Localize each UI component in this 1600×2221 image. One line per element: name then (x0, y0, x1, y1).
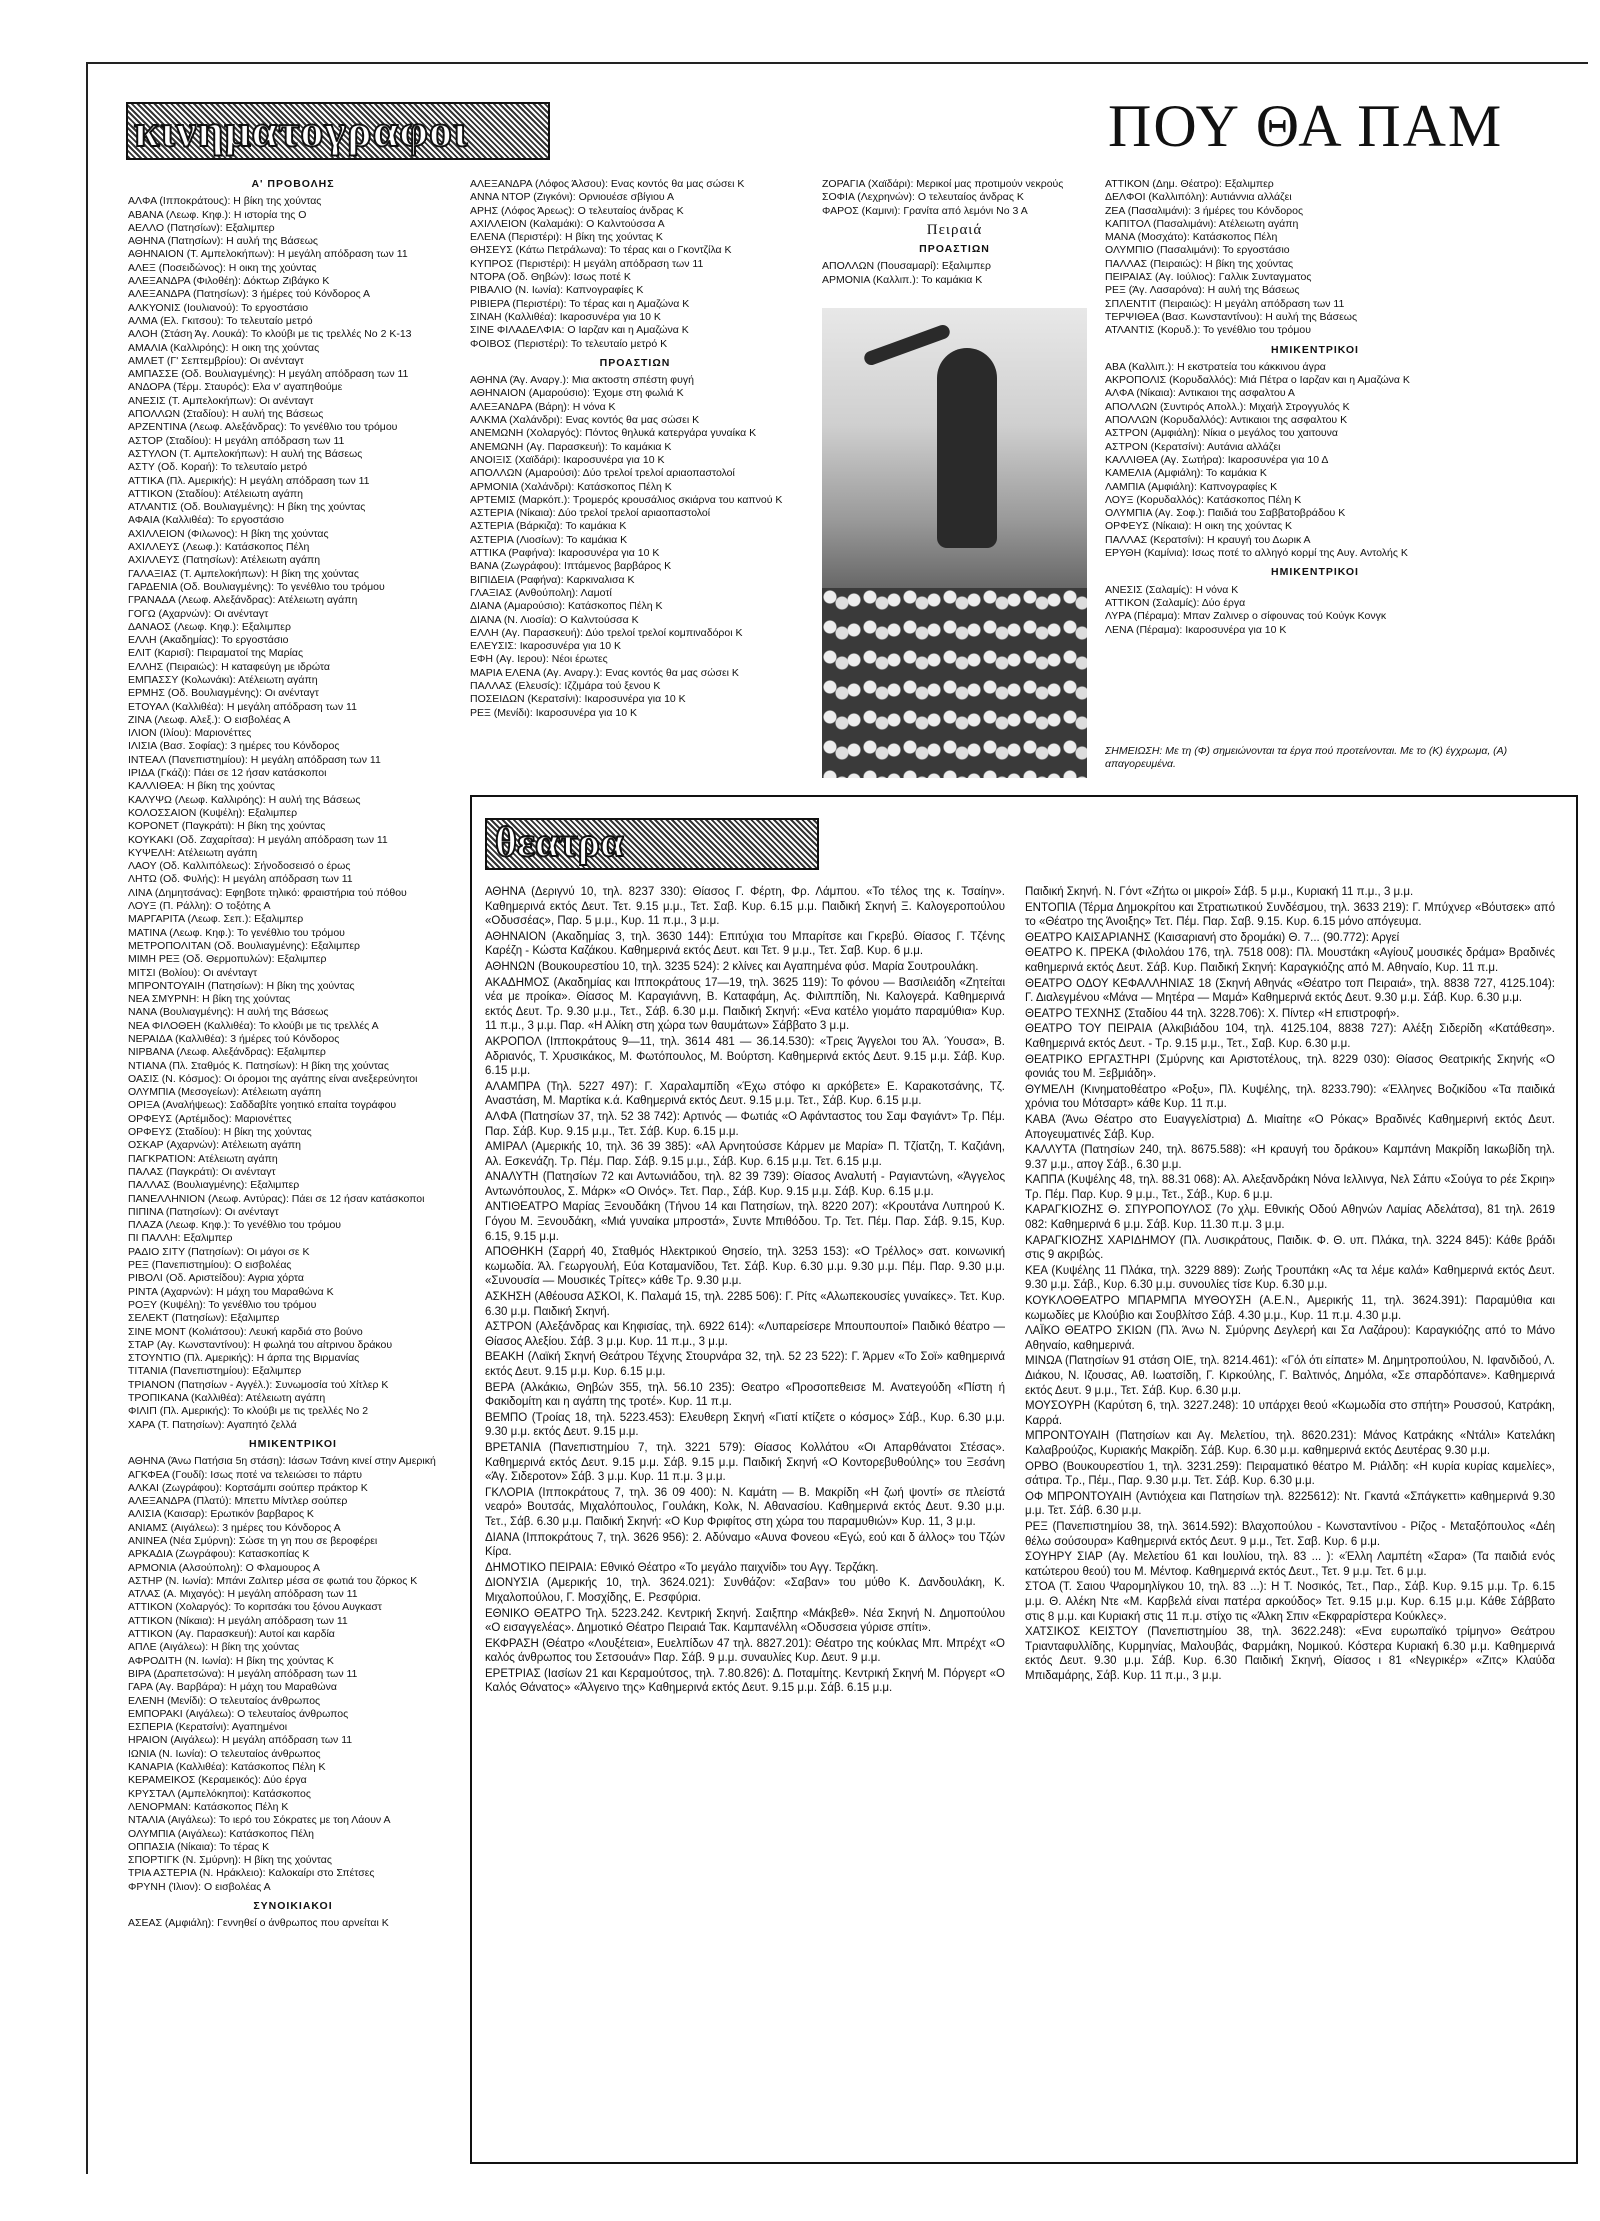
listing-entry: ΑΘΗΝΑ (Άνω Πατήσια 5η στάση): Ιάσων Τσάνη κινεί στην Αμερική (128, 1455, 436, 1468)
listing-entry: ΠΑΛΛΑΣ (Ελευσίς): Ιζζιμάρα τού ξενου Κ (470, 679, 661, 692)
listing-entry: ΑΡΗΣ (Λόφος Άρεως): Ο τελευταίος άνδρας Κ (470, 204, 684, 217)
listing-entry: ΘΗΣΕΥΣ (Κάτω Πετράλωνα): Το τέρας και ο Γκοντζίλα Κ (470, 244, 732, 257)
listing-entry: ΕΘΝΙΚΟ ΘΕΑΤΡΟ Τηλ. 5223.242. Κεντρική Σκηνή. Σαιξπηρ «Μάκβεθ». Νέα Σκηνή Ν. Δημοπούλου «Ο εισαγγελέας». Δημοτικό Θέατρο Πειραιά Τακ. Καμπανέλλη «Οδυσσεια γύρισε σπίτι». (485, 1607, 1005, 1635)
section-heading: ΠΡΟΑΣΤΙΩΝ (599, 356, 671, 369)
listing-entry: ΚΥΨΕΛΗ: Ατέλειωτη αγάπη (128, 846, 258, 859)
listing-entry: ΑΘΗΝΩΝ (Βουκουρεστίου 10, τηλ. 3235 524): 2 κλίνες και Αγαπημένα φύσ. Μαρία Σουτρουλάκη. (485, 960, 979, 973)
listing-entry: ΣΤΟΑ (Τ. Σαιου Ψαρομηλίγκου 10, τηλ. 83 ...): Η Τ. Νοσικός, Τετ., Παρ., Σάβ. Κυρ. 9.15 μ.μ. Τρ. 6.15 μ.μ. Θ. Αλέκη Ντε «Μ. Καρβελά είναι πατέρα αρκούδος» Τετ. 9.15 μ.μ. Κυρ. 6.15 μ.μ. Κάθε Σάββατο στις 8 μ.μ. και Κυριακή στις 11 π.μ. στίχο τις «Άλκη Σπιν «Εκφραρίστερα Κούκλες». (1025, 1581, 1555, 1623)
listing-entry: ΟΛΥΜΠΙΑ (Αγ. Σοφ.): Παιδιά του Σαββατοβράδου Κ (1105, 507, 1346, 520)
listing-entry: ΕΛΛΗ (Αγ. Παρασκευή): Δύο τρελοί τρελοί κομπιναδόροι Κ (470, 626, 743, 639)
listing-entry: ΑΛΦΑ (Πατησίων 37, τηλ. 52 38 742): Αρτινός — Φωτιάς «Ο Αφάνταστος του Σαμ Φαγιάντ» Τρ. Πέμ. Παρ. Σάβ. Κυρ. 9.15 μ.μ., Τετ. Σάβ. Κυρ. 6.15 μ.μ. (485, 1110, 1005, 1138)
listing-entry: ΓΛΑΞΙΑΣ (Ανθούπολη): Λαμοτί (470, 586, 612, 599)
cinema-column-2 (470, 178, 800, 778)
theatre-column-1 (485, 885, 1005, 2150)
cinema-list (128, 1917, 458, 1930)
listing-entry: ΤΡΙΑ ΑΣΤΕΡΙΑ (Ν. Ηράκλειο): Καλοκαίρι στο Σπέτσες (128, 1867, 375, 1880)
listing-entry: ΑΧΙΛΛΕΙΟΝ (Φιλωνος): Η βίκη της χούντας (128, 527, 329, 540)
listing-entry: ΤΡΙΑΝΟΝ (Πατησίων - Αγγέλ.): Συνωμοσία τού Χίτλερ Κ (128, 1378, 389, 1391)
cinema-column-4 (1105, 178, 1525, 743)
theatre-banner (485, 818, 819, 870)
listing-entry: ΑΤΛΑΝΤΙΣ (Κορυδ.): Το γενέθλιο του τρόμου (1105, 324, 1311, 337)
listing-entry: ΑΣΤΥ (Οδ. Κοραή): Το τελευταίο μετρό (128, 461, 308, 474)
listing-entry: ΑΦΑΙΑ (Καλλιθέα): Το εργοστάσιο (128, 514, 285, 527)
listing-entry: ΕΜΠΑΣΣΥ (Κολωνάκι): Ατέλειωτη αγάπη (128, 673, 318, 686)
listing-entry: ΟΡΒΟ (Βουκουρεστίου 1, τηλ. 3231.259): Πειραματικό θέατρο Μ. Ριάλδη: «Η κυρία κυρίας καμελίες», σάτιρα. Τρ., Πέμ., Παρ. 9.30 μ.μ. Τετ. Σάβ. Κυρ. 6.30 μ.μ. (1025, 1460, 1555, 1488)
listing-entry: ΑΤΛΑΝΤΙΣ (Οδ. Βουλιαγμένης): Η βίκη της χούντας (128, 501, 366, 514)
listing-entry: ΙΡΙΔΑ (Γκάζι): Πάει σε 12 ήσαν κατάσκοποι (128, 767, 327, 780)
listing-entry: ΝΤΟΡΑ (Οδ. Θηβών): Ισως ποτέ Κ (470, 271, 631, 284)
listing-entry: ΜΠΡΟΝΤΟΥΑΙΗ (Πατησίων): Η βίκη της χούντας (128, 979, 355, 992)
listing-entry: ΤΙΤΑΝΙΑ (Πανεπιστημίου): Εξαλιμπερ (128, 1365, 302, 1378)
listing-entry: ΣΠΛΕΝΤΙΤ (Πειραιώς): Η μεγάλη απόδραση των 11 (1105, 297, 1345, 310)
listing-entry: ΒΕΜΠΟ (Τροίας 18, τηλ. 5223.453): Ελευθερη Σκηνή «Γιατί κτίζετε ο κόσμος» Σάβ., Κυρ. 6.30 μ.μ. 9.30 μ.μ. εκτός Δευτ. 9.15 μ.μ. (485, 1411, 1005, 1439)
listing-entry: ΟΡΦΕΥΣ (Αρτέμιδος): Μαριονέττες (128, 1112, 292, 1125)
listing-entry: ΝΕΡΑΙΔΑ (Καλλιθέα): 3 ήμέρες τού Κόνδορος (128, 1033, 340, 1045)
cinema-list (1105, 584, 1525, 637)
theatre-list (1025, 885, 1555, 1683)
listing-entry: ΑΛΕΞΑΝΔΡΑ (Φιλοθέη): Δόκτωρ Ζιβάγκο Κ (128, 275, 330, 288)
listing-entry: ΡΕΞ (Πανεπιστημίου 38, τηλ. 3614.592): Βλαχοπούλου - Κωνσταντίνου - Ρίζος - Μεταξόπουλος «Δέη θέλω σούσουρα» Καθημερινά εκτός Δευτ. 9 μ.μ., Τετ. Σαβ. Κυρ. 6 μ.μ. (1025, 1520, 1555, 1548)
listing-entry: ΚΑΠΠΑ (Κυψέλης 48, τηλ. 88.31 068): Αλ. Αλεξανδράκη Νόνα Ιελλινγα, Νελ Σάπυ «Σούγα το ρέε Σκριη» Τρ. Πέμ. Παρ. Κυρ. 9 μ.μ., Τετ., Σάβ., Κυρ. 6 μ.μ. (1025, 1174, 1555, 1201)
listing-entry: ΔΕΛΦΟΙ (Καλλιπόλη): Αυτιάννια αλλάζει (1105, 191, 1292, 204)
listing-entry: ΠΙΠΙΝΑ (Πατησίων): Οι ανένταγτ (128, 1205, 279, 1218)
section-heading: ΠΡΟΑΣΤΙΩΝ (919, 243, 990, 256)
listing-entry: ΚΟΡΟΝΕΤ (Παγκράτι): Η βίκη της χούντας (128, 820, 326, 833)
listing-entry: ΕΚΦΡΑΣΗ (Θέατρο «Λουξέτεια», Ευελπίδων 47 τηλ. 8827.201): Θέατρο της κούκλας Μπ. Μπρέχτ «Ο καλός άνθρωπος του Σετσουάν» Παρ. Σάβ. 9 μ.μ. συναυλίες Κυρ. Δευτ. 9 μ.μ. (485, 1637, 1005, 1665)
listing-entry: ΑΣΤΡΟΝ (Αμφιάλη): Νίκια ο μεγάλος του χαιτουνα (1105, 427, 1338, 440)
listing-entry: ΚΑΛΛΙΘΕΑ (Αγ. Σωτήρα): Ικαροσυνέρα για 10 Δ (1105, 453, 1329, 466)
listing-entry: ΑΣΚΗΣΗ (Αθέουσα ΑΣΚΟΙ, Κ. Παλαμά 15, τηλ. 2285 506): Γ. Ρίτς «Αλωπεκουσίες γυναίκες». Τετ. Κυρ. 6.30 μ.μ. Παιδική Σκηνή. (485, 1291, 1005, 1318)
listing-entry: ΑΧΙΛΛΕΙΟΝ (Καλαμάκι): Ο Καλντούσσα Α (470, 217, 665, 230)
listing-entry: ΚΟΥΚΑΚΙ (Οδ. Ζαχαρίτσα): Η μεγάλη απόδραση των 11 (128, 833, 388, 846)
cinema-list (1105, 178, 1525, 338)
listing-entry: ΑΤΤΙΚΑ (Πλ. Αμερικής): Η μεγάλη απόδραση των 11 (128, 474, 370, 487)
listing-entry: ΣΙΝΕ ΜΟΝΤ (Κολιάτσου): Λευκή καρδιά στο βούνο (128, 1325, 363, 1338)
listing-entry: ΕΝΤΟΠΙΑ (Τέρμα Δημοκρίτου και Στρατιωτικού Συνδέσμου, τηλ. 3633 219): Γ. Μπύχνερ «Βόυτσεκ» από το «Θέατρο της Άνοιξης» Τετ. Πέμ. Παρ. Σαβ. 9.15. Κυρ. 6.15 μόνο απόγευμα. (1025, 901, 1555, 929)
listing-entry: ΑΘΗΝΑΙΟΝ (Τ. Αμπελοκήπων): Η μεγάλη απόδραση των 11 (128, 248, 408, 261)
section-heading: ΗΜΙΚΕΝΤΡΙΚΟΙ (1271, 566, 1359, 579)
listing-entry: ΝΤΑΛΙΑ (Αιγάλεω): Το ιερό του Σόκρατες με τοη Λάουν Α (128, 1814, 391, 1827)
listing-entry: ΡΕΞ (Πανεπιστημίου): Ο εισβολέας (128, 1259, 292, 1272)
listing-entry: ΑΛΜΑ (Ελ. Γκιτσου): Το τελευταίο μετρό (128, 314, 313, 327)
listing-entry: ΔΙΑΝΑ (Ν. Λιοσία): Ο Καλντούσσα Κ (470, 613, 639, 626)
listing-entry: ΤΕΡΨΙΘΕΑ (Βασ. Κωνσταντίνου): Η αυλή της Βάσεως (1105, 310, 1358, 323)
listing-entry: ΟΡΙΞΑ (Αναλήψεως): Σαδδαβίτε γοητικό επαίτα τογράφου (128, 1099, 397, 1112)
listing-entry: ΡΕΞ (Άγ. Λασαρόνα): Η αυλή της Βάσεως (1105, 284, 1300, 297)
section-heading: ΗΜΙΚΕΝΤΡΙΚΟΙ (1271, 343, 1359, 356)
listing-entry: ΚΡΥΣΤΑΛ (Αμπελόκηποι): Κατάσκοπος (128, 1787, 311, 1800)
listing-entry: ΚΑΠΙΤΟΛ (Πασαλιμάνι): Ατέλειωτη αγάπη (1105, 217, 1299, 230)
listing-entry: ΑΛΑΜΠΡΑ (Τηλ. 5227 497): Γ. Χαραλαμπίδη «Έχω στόφο κι αρκόβετε» Ε. Καρακοτσάνης, Τζ. Αναστάση, Μ. Μαρτίκα κ.ά. Καθημερινά εκτός Δευτ. 9.15 μ.μ. Τετ., Σάβ. Κυρ. 6.15 μ.μ. (485, 1080, 1005, 1108)
listing-entry: ΕΦΗ (Αγ. Ιερου): Νέοι έρωτες (470, 653, 608, 666)
listing-entry: ΑΘΗΝΑΙΟΝ (Αμαρούσιο): Έχομε στη φωλιά Κ (470, 387, 684, 400)
listing-entry: ΓΚΛΟΡΙΑ (Ιπποκράτους 7, τηλ. 36 09 400): Ν. Καμάτη — Β. Μακρίδη «Η ζωή ψοντί» σε πλείστά νεαρό» Βουτσάς, Μιχαλόπουλος, Γουλάκη, Κολκ, Ν. Αθανασίου. Καθημερινά εκτός Δευτ. 9.30 μ.μ. Τετ., Σάβ. 6.30 μ.μ. Παιδική Σκηνή: «Ο Κυρ Φριφίτος στη χώρα του παραμυθιών» Κυρ. 11, 3 μ.μ. (485, 1486, 1005, 1528)
listing-entry: ΑΡΤΕΜΙΣ (Μαρκόπ.): Τρομερός κρουσάλιος σκιάρνα του καπνού Κ (470, 493, 783, 506)
listing-entry: ΒΕΡΑ (Αλκάκιω, Θηβών 355, τηλ. 56.10 235): Θεατρο «Προσοπεθεισε Μ. Ανατεγούδη «Πίστη ή Φακιδομίτη και η αγάπη της τροτέ». Κυρ. 11 π.μ. (485, 1381, 1005, 1409)
listing-entry: ΒΕΑΚΗ (Λαϊκή Σκηνή Θεάτρου Τέχνης Στουρνάρα 32, τηλ. 52 23 522): Γ. Άρμεν «Το Σοϊ» καθημερινά εκτός Δευτ. 9.15 μ.μ. Κυρ. 6.15 μ.μ. (485, 1351, 1005, 1378)
listing-entry: ΠΟΣΕΙΔΩΝ (Κερατσίνι): Ικαροσυνέρα για 10 Κ (470, 693, 686, 706)
listing-entry: ΑΝΝΑ ΝΤΟΡ (Ζιγκόνι): Ορνιουέσε σβίγιου Α (470, 191, 675, 204)
listing-entry: ΔΗΜΟΤΙΚΟ ΠΕΙΡΑΙΑ: Εθνικό Θέατρο «Το μεγάλο παιχνίδι» του Αγγ. Τερζάκη. (485, 1561, 879, 1574)
listing-entry: ΕΛΛΗ (Ακαδημίας): Το εργοστάσιο (128, 634, 289, 647)
listing-entry: ΑΝΤΙΘΕΑΤΡΟ Μαρίας Ξενουδάκη (Τήνου 14 και Πατησίων, τηλ. 8220 207): «Κρουτάνα Λυπηρού Κ. Γόγου Μ. Ξενουδάκη, «Μιά γυναίκα μπροστά», Συντε Μπιθόδου. Τρ. Τετ. Πέμ. Παρ. Σάβ. 9.15, Κυρ. 6.15, 9.15 μ.μ. (485, 1201, 1005, 1243)
listing-entry: ΑΝΕΜΩΝΗ (Αγ. Παρασκευή): Το καμάκια Κ (470, 440, 672, 453)
listing-entry: ΚΟΥΚΛΟΘΕΑΤΡΟ ΜΠΑΡΜΠΑ ΜΥΘΟΥΣΗ (Α.Ε.Ν., Αμερικής 11, τηλ. 3624.391): Παραμύθια και κωμωδίες με Κλούβιο και Σουβλίτσο Σάβ. 4.30 μ.μ., Κυρ. 11 π.μ. 4.30 μ.μ. (1025, 1295, 1555, 1322)
listing-entry: ΑΒΑΝΑ (Λεωφ. Κηφ.): Η ιστορία της Ο (128, 208, 307, 221)
listing-entry: ΑΠΛΕ (Αιγάλεω): Η βίκη της χούντας (128, 1641, 300, 1654)
listing-entry: ΘΕΑΤΡΟ ΤΕΧΝΗΣ (Σταδίου 44 τηλ. 3228.706): Χ. Πίντερ «Η επιστροφή». (1025, 1007, 1400, 1020)
listing-entry: ΗΡΑΙΟΝ (Αιγάλεω): Η μεγάλη απόδραση των 11 (128, 1734, 353, 1747)
cinema-banner (126, 102, 550, 160)
listing-entry: ΙΝΤΕΑΛ (Πανεπιστημίου): Η μεγάλη απόδραση των 11 (128, 753, 381, 766)
listing-entry: ΑΛΕΞΑΝΔΡΑ (Βάρη): Η νόνα Κ (470, 400, 616, 413)
listing-entry: ΑΤΤΙΚΟΝ (Σαλαμίς): Δύο έργα (1105, 596, 1246, 609)
listing-entry: ΝΤΙΑΝΑ (Πλ. Σταθμός Κ. Πατησίων): Η βίκη της χούντας (128, 1059, 389, 1072)
listing-entry: ΝΕΑ ΣΜΥΡΝΗ: Η βίκη της χούντας (128, 993, 291, 1006)
listing-entry: ΡΙΒΙΕΡΑ (Περιστέρι): Το τέρας και η Αμαζώνα Κ (470, 297, 690, 310)
listing-entry: ΠΑΛΛΑΣ (Κερατσίνι): Η κραυγή του Δωρικ Α (1105, 533, 1311, 546)
listing-entry: ΑΣΤΕΡΙΑ (Λιοσίων): Το καμάκια Κ (470, 533, 628, 546)
listing-entry: ΑΡΜΟΝΙΑ (Αλσούπολη): Ο Φλαμουρος Α (128, 1561, 321, 1574)
listing-entry: ΖΙΝΑ (Λεωφ. Αλεξ.): Ο εισβολέας Α (128, 713, 291, 726)
listing-entry: ΒΡΕΤΑΝΙΑ (Πανεπιστημίου 7, τηλ. 3221 579): Θίασος Κολλάτου «Οι Απαρθάνατοι Στέσας». Καθημερινά εκτός Δευτ. 9.15 μ.μ. Σάβ. 9.15 μ.μ. Παιδική Σκηνή «Ο Κοντορεβυθούλης» του Ξεσάνη «Άγ. Σιδεροτον» Σάβ. 3 μ.μ. Κυρ. 11 π.μ. 3 μ.μ. (485, 1441, 1005, 1484)
listing-entry: ΚΑΛΥΨΩ (Λεωφ. Καλλιρόης): Η αυλή της Βάσεως (128, 793, 361, 806)
listing-entry: ΚΑΡΑΓΚΙΟΖΗΣ ΧΑΡΙΔΗΜΟΥ (Πλ. Λυσικράτους, Παιδικ. Φ. Θ. υπ. Πλάκα, τηλ. 3224 845): Κάθε βράδι στις 9 ακριβώς. (1025, 1234, 1555, 1262)
cinema-column-1 (128, 172, 458, 2162)
listing-entry: ΒΙΡΑ (Δραπετσώνα): Η μεγάλη απόδραση των 11 (128, 1667, 358, 1680)
listing-entry: ΔΑΝΑΟΣ (Λεωφ. Κηφ.): Εξαλιμπερ (128, 620, 291, 633)
listing-entry: ΑΧΙΛΛΕΥΣ (Πατησίων): Ατέλειωτη αγάπη (128, 554, 321, 567)
listing-entry: ΓΑΛΑΞΙΑΣ (Τ. Αμπελοκήπων): Η βίκη της χούντας (128, 567, 359, 580)
cinema-banner-title: κινηματογραφοι (134, 105, 469, 156)
listing-entry: ΣΤΑΡ (Αγ. Κωνσταντίνου): Η φωληά του αίτρινου δράκου (128, 1338, 393, 1351)
photo-figure-arm (862, 323, 951, 367)
listing-entry: ΘΕΑΤΡΟ ΤΟΥ ΠΕΙΡΑΙΑ (Αλκιβιάδου 104, τηλ. 4125.104, 8838 727): Αλέξη Σιδερίδη «Κατάθεση». Καθημερινά εκτός Δευτ. - Τρ. 9.15 μ.μ., Τετ., Σαβ. Κυρ. 6.30 μ.μ. (1025, 1023, 1555, 1050)
listing-entry: ΓΟΓΩ (Αχαρνών): Οι ανένταγτ (128, 607, 269, 620)
listing-entry: ΑΠΟΛΛΩΝ (Συντιρός Απολλ.): Μιχαήλ Στρογγυλός Κ (1105, 400, 1350, 413)
listing-entry: ΠΑΛΛΑΣ (Βουλιαγμένης): Εξαλιμπερ (128, 1179, 300, 1192)
listing-entry: ΑΣΤΥΛΟΝ (Τ. Αμπελοκήπων): Η αυλή της Βάσεως (128, 447, 363, 460)
listing-entry: ΑΛΚΜΑ (Χαλάνδρι): Ενας κοντός θα μας σώσει Κ (470, 414, 700, 427)
listing-entry: ΖΟΡΑΓΙΑ (Χαϊδάρι): Μερικοί μας προτιμούν νεκρούς (822, 178, 1064, 190)
theatre-banner-title: θεατρα (495, 820, 624, 866)
listing-entry: ΘΥΜΕΛΗ (Κινηματοθέατρο «Ροξυ», Πλ. Κυψέλης, τηλ. 8233.790): «Έλληνες Βοζικίδου «Τα παιδικά χρόνια του Μότσαρτ» κάθε Κυρ. 11 π.μ. (1025, 1083, 1555, 1111)
cinema-list (822, 260, 1087, 287)
listing-entry: ΑΣΤΕΡΙΑ (Νίκαια): Δύο τρελοί τρελοί αριαοπαστολοί (470, 507, 711, 520)
listing-entry: ΣΟΥΗΡΥ ΣΙΑΡ (Αγ. Μελετίου 61 και Ιουλίου, τηλ. 83 ... ): «Έλλη Λαμπέτη «Σαρα» (Τα παιδιά ενός κατώτερου θεού) του Μ. Μέντοφ. Καθημερινά εκτός Δευτ., Τετ. 9 μ.μ. Τετ. 6 μ.μ. (1025, 1551, 1555, 1578)
listing-entry: ΑΠΟΛΛΩΝ (Κορυδαλλός): Αντικαιοι της ασφαλτου Κ (1105, 414, 1348, 427)
listing-entry: ΑΛΕΞΑΝΔΡΑ (Πατησίων): 3 ήμέρες τού Κόνδορος Α (128, 288, 371, 301)
section-heading: Α' ΠΡΟΒΟΛΗΣ (251, 178, 335, 190)
listing-entry: ΟΦ ΜΠΡΟΝΤΟΥΑΙΗ (Αντιόχεια και Πατησίων τηλ. 8225612): Ντ. Γκαντά «Σπάγκεττι» καθημερινά 9.30 μ.μ. Τετ. Σάβ. 6.30 μ.μ. (1025, 1490, 1555, 1518)
listing-entry: ΚΑΛΛΙΘΕΑ: Η βίκη της χούντας (128, 780, 275, 793)
listing-entry: ΕΛΕΝΑ (Περιστέρι): Η βίκη της χούντας Κ (470, 231, 663, 244)
listing-entry: ΛΑΜΠΙΑ (Αμφιάλη): Καπνογραφίες Κ (1105, 480, 1278, 493)
listing-entry: ΑΣΤΕΡΙΑ (Βάρκιζα): Το καμάκια Κ (470, 520, 627, 533)
listing-entry: ΝΕΑ ΦΙΛΟΘΕΗ (Καλλιθέα): Το κλούβι με τις τρελλές Α (128, 1019, 379, 1032)
listing-entry: ΡΑΔΙΟ ΣΙΤΥ (Πατησίων): Οι μάγοι σε Κ (128, 1245, 310, 1258)
listing-entry: ΟΣΚΑΡ (Αχαρνών): Ατέλειωτη αγάπη (128, 1139, 301, 1152)
listing-entry: ΟΡΦΕΥΣ (Σταδίου): Η βίκη της χούντας (128, 1126, 312, 1139)
listing-entry: ΑΘΗΝΑ (Άγ. Αναργ.): Μια ακτοστη σπέστη φυγή (470, 374, 694, 387)
listing-entry: ΑΚΡΟΠΟΛ (Ιπποκράτους 9—11, τηλ. 3614 481 — 36.14.530): «Τρεις Άγγελοι του Άλ. Ύουσα», Β. Αδριανός, Τ. Χρυσικάκος, Μ. Φωτόπουλος, Μ. Βούρτση. Καθημερινά εκτός Δευτ. 9.15 μ.μ. Σάβ. Κυρ. 6.15 μ.μ. (485, 1035, 1005, 1078)
listing-entry: ΕΛΕΝΗ (Μενίδι): Ο τελευταίος άνθρωπος (128, 1694, 321, 1707)
listing-entry: ΑΜΠΑΣΣΕ (Οδ. Βουλιαγμένης): Η μεγάλη απόδραση των 11 (128, 368, 409, 381)
listing-entry: ΒΙΠΙΔΕΙΑ (Ραφήνα): Καρκιναλισα Κ (470, 573, 635, 586)
cinema-list (1105, 361, 1525, 560)
listing-entry: ΑΛΦΑ (Ιπποκράτους): Η βίκη της χούντας (128, 195, 322, 208)
listing-entry: ΑΠΟΛΛΩΝ (Πουσαμαρί): Εξαλιμπερ (822, 260, 991, 273)
listing-entry: ΑΤΛΑΣ (Α. Μιχαγός): Η μεγάλη απόδραση των 11 (128, 1588, 358, 1601)
listing-entry: ΑΛΙΣΙΑ (Καισαρ): Ερωτικόν βαρβαρος Κ (128, 1508, 314, 1521)
footnote: ΣΗΜΕΙΩΣΗ: Με τη (Φ) σημειώνονται τα έργα πού προτείνονται. Με το (Κ) έγχρωμα, (Α) απαγορευμένα. (1105, 745, 1508, 770)
listing-entry: ΡΙΒΟΛΙ (Οδ. Αριστείδου): Αγρια χόρτα (128, 1272, 304, 1285)
listing-entry: ΕΣΠΕΡΙΑ (Κερατσίνι): Αγαπημένοι (128, 1721, 288, 1734)
listing-entry: ΙΛΙΣΙΑ (Βασ. Σοφίας): 3 ημέρες του Κόνδορος (128, 740, 340, 753)
listing-entry: ΚΟΛΟΣΣΑΙΟΝ (Κυψέλη): Εξαλιμπερ (128, 806, 298, 819)
listing-entry: ΑΝΑΛΥΤΗ (Πατησίων 72 και Αντωνιάδου, τηλ. 82 39 739): Θίασος Αναλυτή - Ραγιαντώνη, «Άγγελος Αντωνόπουλος, Σ. Μάρκ» «Ο Οινός». Τετ. Παρ., Σάβ. Κυρ. 9.15 μ.μ. Σάβ. Κυρ. 6.15 μ.μ. (485, 1171, 1005, 1198)
cinema-list (822, 178, 1087, 218)
listing-entry: ΠΛΑΖΑ (Λεωφ. Κηφ.): Το γενέθλιο του τρόμου (128, 1219, 342, 1232)
theatre-list (485, 885, 1005, 1696)
listing-entry: ΚΕΑ (Κυψέλης 11 Πλάκα, τηλ. 3229 889): Ζωής Τρουπάκη «Ας τα λέμε καλά» Καθημερινά εκτός Δευτ. 9.30 μ.μ. Σάβ., Κυρ. 6.30 μ.μ. συνουλίες τίσε Κυρ. 6.30 μ.μ. (1025, 1264, 1555, 1292)
listing-entry: ΜΙΜΗ ΡΕΞ (Οδ. Θερμοπυλών): Εξαλιμπερ (128, 953, 327, 966)
listing-entry: ΛΕΝΟΡΜΑΝ: Κατάσκοπος Πέλη Κ (128, 1800, 289, 1813)
listing-entry: ΕΡΕΤΡΙΑΣ (Ιασίων 21 και Κεραμούτσος, τηλ. 7.80.826): Δ. Ποταμίτης. Κεντρική Σκηνή Μ. Πόργερτ «Ο Καλός Θάνατος» «Άλγεινο της» Καθημερινά εκτός Δευτ. 9.15 μ.μ. Σάβ. 6.15 μ.μ. (485, 1667, 1005, 1695)
listing-entry: ΑΤΤΙΚΟΝ (Δημ. Θέατρο): Εξαλιμπερ (1105, 178, 1274, 190)
listing-entry: ΑΤΤΙΚΟΝ (Χολαργός): Το κοριτσάκι του ξόνου Αυγκαστ (128, 1601, 382, 1614)
listing-entry: ΑΝΕΜΩΝΗ (Χολαργός): Πόντος θηλυκά κατεργάρα γυναίκα Κ (470, 427, 757, 440)
photo-flock (822, 588, 1087, 778)
listing-entry: ΛΑΪΚΟ ΘΕΑΤΡΟ ΣΚΙΩΝ (Πλ. Άνω Ν. Σμύρνης Δεγλερή και Σα Λαζάρου): Καραγκιόζης από το Μάνο Αθηναίο, καθημερινά. (1025, 1325, 1555, 1352)
listing-entry: ΧΑΤΣΙΚΟΣ ΚΕΙΣΤΟΥ (Πανεπιστημίου 38, τηλ. 3622.248): «Ενα ευρωπαϊκό τρίμηνο» Θεάτρου Τριανταφυλλίδης, Κυρμηνίας, Μαλουβάς, Φαρμάκη, Νομικού. Κόστερα Κυριακή 6.30 μ.μ. Καθημερινά εκτός Δευτ. 9.30 μ.μ. Σάβ. Κυρ. 6.30 Παιδική Σκηνή, Θίασος ι 81 «Νεγρικέρ» «Ζιτς» Κλαύδα Μπιδαμάρης, Σάβ. Κυρ. 11 π.μ., 3 μ.μ. (1025, 1626, 1555, 1682)
listing-entry: ΑΓΚΦΕΑ (Γουδί): Ισως ποτέ να τελειώσει το πάρτυ (128, 1468, 362, 1481)
listing-entry: ΙΛΙΟΝ (Ιλίου): Μαριονέττες (128, 727, 252, 740)
listing-entry: ΟΛΥΜΠΙΑ (Αιγάλεω): Κατάσκοπος Πέλη (128, 1827, 314, 1840)
listing-entry: ΕΡΥΘΗ (Καμίνια): Ισως ποτέ το αλληγό κορμί της Αυγ. Αντολής Κ (1105, 547, 1408, 560)
listing-entry: ΓΑΡΑ (Αγ. Βαρβάρα): Η μάχη του Μαραθώνα (128, 1681, 337, 1694)
listing-entry: ΡΟΞΥ (Κυψέλη): Το γενέθλιο του τρόμου (128, 1298, 317, 1311)
listing-entry: ΑΘΗΝΑΙΟΝ (Ακαδημίας 3, τηλ. 3630 144): Επιτύχια του Μπαρίτσε και Γκρεβύ. Θίασος Γ. Τζένης Καρέζη - Κώστα Καζάκου. Καθημερινά εκτός Δευτ. και Τετ. 9 μ.μ., Τετ. Σαβ. Κυρ. 6 μ.μ. (485, 930, 1005, 958)
listing-entry: ΑΦΡΟΔΙΤΗ (Ν. Ιωνία): Η βίκη της χούντας Κ (128, 1654, 334, 1667)
listing-entry: ΛΟΥΞ (Κορυδαλλός): Κατάσκοπος Πέλη Κ (1105, 493, 1302, 506)
listing-entry: ΦΑΡΟΣ (Καμινι): Γρανίτα από λεμόνι Νο 3 Α (822, 204, 1028, 217)
listing-entry: ΣΟΦΙΑ (Λεχρηνών): Ο τελευταίος άνδρας Κ (822, 191, 1024, 204)
listing-entry: ΑΣΕΑΣ (Αμφιάλη): Γεννηθεί ο άνθρωπος που αρνείται Κ (128, 1917, 389, 1930)
region-title: Πειραιά (926, 221, 983, 238)
listing-entry: ΠΑΝΕΛΛΗΝΙΟΝ (Λεωφ. Αντύρας): Πάει σε 12 ήσαν κατάσκοποι (128, 1192, 425, 1205)
listing-entry: ΑΝΟΙΞΙΣ (Χαϊδάρι): Ικαροσυνέρα για 10 Κ (470, 453, 665, 466)
listing-entry: ΜΙΤΣΙ (Βολίου): Οι ανένταγτ (128, 966, 258, 979)
listing-entry: ΟΑΣΙΣ (Ν. Κόσμος): Οι όρομοι της αγάπης είναι ανεξερεύνητοι (128, 1072, 418, 1085)
listing-entry: ΒΑΝΑ (Ζωγράφου): Ιπτάμενος βαρβάρος Κ (470, 560, 672, 573)
listing-entry: ΙΩΝΙΑ (Ν. Ιωνία): Ο τελευταίος άνθρωπος (128, 1747, 321, 1760)
listing-entry: ΕΛΕΥΣΙΣ: Ικαροσυνέρα για 10 Κ (470, 640, 621, 653)
listing-entry: ΚΑΝΑΡΙΑ (Καλλιθέα): Κατάσκοπος Πέλη Κ (128, 1761, 326, 1774)
listing-entry: ΑΣΤΡΟΝ (Αλεξάνδρας και Κηφισίας, τηλ. 6922 614): «Λυπαρείσερε Μπουπουποί» Παιδικό θέατρο — Θίασος Αλεξίου. Σάβ. 3 μ.μ. Κυρ. 11 π.μ., 3 μ.μ. (485, 1321, 1005, 1348)
listing-entry: ΛΕΝΑ (Πέραμα): Ικαροσυνέρα για 10 Κ (1105, 623, 1287, 636)
listing-entry: ΑΡΜΟΝΙΑ (Καλλιπ.): Το καμάκια Κ (822, 273, 983, 286)
listing-entry: ΑΤΤΙΚΑ (Ραφήνα): Ικαροσυνέρα για 10 Κ (470, 547, 660, 560)
listing-entry: ΓΡΑΝΑΔΑ (Λεωφ. Αλεξάνδρας): Ατέλειωτη αγάπη (128, 594, 358, 607)
listing-entry: ΑΕΛΛΟ (Πατησίων): Εξαλιμπερ (128, 221, 275, 234)
listing-entry: ΜΑΤΙΝΑ (Λεωφ. Κηφ.): Το γενέθλιο του τρόμου (128, 926, 345, 939)
listing-entry: ΑΘΗΝΑ (Δεριγνύ 10, τηλ. 8237 330): Θίασος Γ. Φέρτη, Φρ. Λάμπου. «Το τέλος της κ. Τσαίην». Καθημερινά εκτός Δευτ. Τετ. 9.15 μ.μ., Τετ. Σαβ. Κυρ. 6.15 μ.μ. Παιδική Σκηνή Ξ. Καλογεροπούλου «Οδυσσέας», Παρ. 5 μ.μ., Κυρ. 11 π.μ., 3 μ.μ. (485, 886, 1005, 928)
listing-entry: ΣΤΟΥΝΤΙΟ (Πλ. Αμερικής): Η άρπα της Βιρμανίας (128, 1352, 360, 1365)
listing-entry: ΑΘΗΝΑ (Πατησίων): Η αυλή της Βάσεως (128, 235, 318, 248)
listing-entry: ΣΙΝΕ ΦΙΛΑΔΕΛΦΙΑ: Ο Ιαρζαν και η Αμαζώνα Κ (470, 324, 689, 337)
listing-entry: ΦΟΙΒΟΣ (Περιστέρι): Το τελευταίο μετρό Κ (470, 337, 668, 350)
listing-entry: ΡΙΝΤΑ (Αχαρνών): Η μάχη του Μαραθώνα Κ (128, 1285, 334, 1298)
listing-entry: ΑΣΤΡΟΝ (Κερατσίνι): Αυτάνια αλλάζει (1105, 440, 1281, 453)
listing-entry: ΑΛΚΥΟΝΙΣ (Ιουλιανού): Το εργοστάσιο (128, 301, 309, 314)
listing-entry: ΕΛΙΤ (Καρισί): Πειραματοί της Μαρίας (128, 647, 304, 660)
listing-entry: ΡΕΞ (Μενίδι): Ικαροσυνέρα για 10 Κ (470, 706, 637, 719)
listing-entry: ΑΧΙΛΛΕΥΣ (Λεωφ.): Κατάσκοπος Πέλη (128, 541, 310, 554)
listing-entry: ΔΙΑΝΑ (Αμαρούσιο): Κατάσκοπος Πέλη Κ (470, 600, 663, 613)
listing-entry: ΜΑΡΙΑ ΕΛΕΝΑ (Αγ. Αναργ.): Ενας κοντός θα μας σώσει Κ (470, 666, 739, 679)
listing-entry: ΚΥΠΡΟΣ (Περιστέρι): Η μεγάλη απόδραση των 11 (470, 257, 704, 270)
listing-entry: ΑΣΤΟΡ (Σταδίου): Η μεγάλη απόδραση των 11 (128, 434, 345, 447)
listing-entry: ΑΛΦΑ (Νίκαια): Αντικαιοι της ασφαλτου Α (1105, 387, 1295, 400)
photo-figure (937, 348, 997, 548)
listing-entry: ΑΜΛΕΤ (Γ' Σεπτεμβρίου): Οι ανένταγτ (128, 354, 304, 367)
listing-entry: ΑΤΤΙΚΟΝ (Αγ. Παρασκευή): Αυτοί και καρδία (128, 1628, 335, 1641)
listing-entry: ΘΕΑΤΡΟ ΟΔΟΥ ΚΕΦΑΛΛΗΝΙΑΣ 18 (Σκηνή Αθηνάς «Θέατρο τοπ Πειραιά», τηλ. 8838 727, 4125.104): Γ. Διαλεγμένου «Μάνα — Μητέρα — Μαμά» Καθημερινά εκτός Δευτ. 9.30 μ.μ. Σάβ. Κυρ. 6.30 μ.μ. (1025, 977, 1555, 1005)
listing-entry: Παιδική Σκηνή. Ν. Γόντ «Ζήτω οι μικροί» Σάβ. 5 μ.μ., Κυριακή 11 π.μ., 3 μ.μ. (1025, 886, 1414, 898)
news-photo (822, 308, 1087, 778)
listing-entry: ΝΑΝΑ (Βουλιαγμένης): Η αυλή της Βάσεως (128, 1006, 329, 1019)
page-headline: ΠΟΥ ΘΑ ΠΑΜ (1108, 93, 1504, 159)
listing-entry: ΑΚΡΟΠΟΛΙΣ (Κορυδαλλός): Μιά Πέτρα ο Ιαρζαν και η Αμαζώνα Κ (1105, 374, 1410, 387)
cinema-list (128, 1455, 458, 1894)
listing-entry: ΠΑΛΛΑΣ (Πειραιώς): Η βίκη της χούντας (1105, 257, 1294, 270)
cinema-list (128, 195, 458, 1432)
listing-entry: ΛΑΟΥ (Οδ. Καλλιπόλεως): Σήνοδοσεισό ο έρως (128, 860, 351, 873)
listing-entry: ΡΙΒΑΛΙΟ (Ν. Ιωνία): Καπνογραφίες Κ (470, 284, 644, 297)
listing-entry: ΝΙΡΒΑΝΑ (Λεωφ. Αλεξάνδρας): Εξαλιμπερ (128, 1046, 326, 1059)
listing-entry: ΓΑΡΔΕΝΙΑ (Οδ. Βουλιαγμένης): Το γενέθλιο του τρόμου (128, 580, 385, 593)
listing-entry: ΑΡΜΟΝΙΑ (Χαλάνδρι): Κατάσκοπος Πέλη Κ (470, 480, 672, 493)
listing-entry: ΘΕΑΤΡΙΚΟ ΕΡΓΑΣΤΗΡΙ (Σμύρνης και Αριστοτέλους, τηλ. 8229 030): Θίασος Θεατρικής Σκηνής «Ο φονιάς του Μ. Ξεβμιάδη». (1025, 1053, 1555, 1081)
listing-entry: ΑΛΕΞ (Ποσειδώνος): Η οικη της χούντας (128, 261, 317, 274)
listing-entry: ΑΛΕΞΑΝΔΡΑ (Πλατύ): Μπεττυ Μίντλερ σούπερ (128, 1495, 348, 1508)
listing-entry: ΦΙΛΙΠ (Πλ. Αμερικής): Το κλούβι με τις τρελλές Νο 2 (128, 1405, 369, 1418)
listing-entry: ΑΣΤΗΡ (Ν. Ιωνία): Μπάνι Ζαλιτερ μέσα σε φωτιά του ζόρκος Κ (128, 1574, 418, 1587)
listing-entry: ΑΝΙΝΕΑ (Νέα Σμύρνη): Σώσε τη γη που σε βεροφέρει (128, 1534, 378, 1547)
listing-entry: ΠΑΓΚΡΑΤΙΟΝ: Ατέλειωτη αγάπη (128, 1152, 278, 1165)
listing-entry: ΜΟΥΣΟΥΡΗ (Καρύτση 6, τηλ. 3227.248): 10 υπάρχει θεού «Κωμωδία στο σπήτη» Ρουσσού, Κατράκη, Καρρά. (1025, 1400, 1555, 1427)
listing-entry: ΠΑΛΑΣ (Παγκράτι): Οι ανένταγτ (128, 1165, 276, 1178)
listing-entry: ΖΕΑ (Πασαλιμάνι): 3 ήμέρες του Κόνδορος (1105, 204, 1304, 217)
listing-entry: ΜΠΡΟΝΤΟΥΑΙΗ (Πατησίων και Αγ. Μελετίου, τηλ. 8620.231): Μάνος Κατράκης «Ντάλι» Κατελάκη Καλαβρούζος, Κυριακής Μακρίδη. Σάβ. Κυρ. 6.30 μ.μ. καθημερινά εκτός Δευτέρας 9.30 μ.μ. (1025, 1430, 1555, 1457)
listing-entry: ΑΝΙΑΜΣ (Αιγάλεω): 3 ημέρες του Κόνδορος Α (128, 1521, 341, 1534)
listing-entry: ΑΛΟΗ (Στάση Άγ. Λουκά): Το κλούβι με τις τρελλές Νο 2 Κ-13 (128, 328, 412, 341)
listing-entry: ΔΙΑΝΑ (Ιπποκράτους 7, τηλ. 3626 956): 2. Αδύναμο «Αυνα Φονεου «Εγώ, εού και δ άλλος» του Τζών Κίρα. (485, 1531, 1005, 1559)
listing-entry: ΑΛΚΑΙ (Ζωγράφου): Κορτσάμπι σούπερ πράκτορ Κ (128, 1481, 368, 1494)
listing-entry: ΔΙΟΝΥΣΙΑ (Αμερικής 10, τηλ. 3624.021): Συνθάζον: «Σαβαν» του μύθο Κ. Δανδουλάκη, Κ. Μιχαλοπούλου, Γ. Μοσχίδης, Ε. Ρεσφύρια. (485, 1577, 1005, 1604)
listing-entry: ΟΛΥΜΠΙΟ (Πασαλιμάνι): Το εργοστάσιο (1105, 244, 1290, 257)
listing-entry: ΤΡΟΠΙΚΑΝΑ (Καλλιθέα): Ατέλειωτη αγάπη (128, 1392, 326, 1405)
listing-entry: ΠΙ ΠΑΛΛΗ: Εξαλιμπερ (128, 1232, 233, 1245)
listing-entry: ΚΑΡΑΓΚΙΟΖΗΣ Θ. ΣΠΥΡΟΠΟΥΛΟΣ (7ο χλμ. Εθνικής Οδού Αθηνών Λαμίας Αδελάτσα), 81 τηλ. 2619 082: Καθημερινά 6 μ.μ. Σάβ. Κυρ. 11.30 π.μ. 3 μ.μ. (1025, 1204, 1555, 1232)
listing-entry: ΟΠΠΑΣΙΑ (Νίκαια): Το τέρας Κ (128, 1840, 270, 1853)
listing-entry: ΟΡΦΕΥΣ (Νίκαια): Η οικη της χούντας Κ (1105, 520, 1293, 533)
cinema-column-3 (822, 178, 1087, 304)
listing-entry: ΑΤΤΙΚΟΝ (Σταδίου): Ατέλειωτη αγάπη (128, 487, 303, 500)
listing-entry: ΕΛΛΗΣ (Πειραιώς): Η καταφεύγη με ιδρώτα (128, 660, 330, 673)
listing-entry: ΟΛΥΜΠΙΑ (Μεσογείων): Ατέλειωτη αγάπη (128, 1086, 322, 1099)
listing-entry: ΣΙΝΑΗ (Καλλιθέα): Ικαροσυνέρα για 10 Κ (470, 310, 661, 323)
listing-entry: ΑΝΕΣΙΣ (Τ. Αμπελοκήπων): Οι ανένταγτ (128, 394, 314, 407)
listing-entry: ΠΕΙΡΑΙΑΣ (Αγ. Ιούλιος): Γαλλικ Συνταγματος (1105, 271, 1312, 284)
listing-entry: ΜΕΤΡΟΠΟΛΙΤΑΝ (Οδ. Βουλιαγμένης): Εξαλιμπερ (128, 939, 361, 952)
listing-entry: ΚΑΜΕΛΙΑ (Αμφιάλη): Το καμάκια Κ (1105, 467, 1267, 480)
listing-entry: ΑΠΟΛΛΩΝ (Σταδίου): Η αυλή της Βάσεως (128, 408, 324, 421)
listing-entry: ΘΕΑΤΡΟ ΚΑΙΣΑΡΙΑΝΗΣ (Καισαριανή στο δρομάκι) Θ. 7... (90.772): Αργεί (1025, 931, 1400, 944)
listing-entry: ΜΑΝΑ (Μοσχάτο): Κατάσκοπος Πέλη (1105, 231, 1278, 244)
section-heading: ΗΜΙΚΕΝΤΡΙΚΟΙ (249, 1437, 337, 1450)
listing-entry: ΑΡΚΑΔΙΑ (Ζωγράφου): Κατασκοπίας Κ (128, 1548, 310, 1561)
theatre-column-2 (1025, 885, 1555, 2150)
listing-entry: ΛΗΤΩ (Οδ. Φυλής): Η μεγάλη απόδραση των 11 (128, 873, 353, 886)
listing-entry: ΑΡΖΕΝΤΙΝΑ (Λεωφ. Αλεξάνδρας): Το γενέθλιο του τρόμου (128, 421, 398, 434)
cinema-list (470, 178, 800, 351)
listing-entry: ΚΑΒΑ (Άνω Θέατρο στο Ευαγγελίστρια) Δ. Μιαίτηε «Ο Ρόκας» Βραδινές Καθημερινή εκτός Δευτ. Απογευματινές Σάβ. Κυρ. (1025, 1113, 1555, 1141)
listing-entry: ΑΜΙΡΑΛ (Αμερικής 10, τηλ. 36 39 385): «Αλ Αρνητούσσε Κάρμεν με Μαρία» Π. Τζίατζη, Τ. Καζιάνη, Αλ. Εσκενάζη. Τρ. Πέμ. Παρ. Σάβ. 9.15 μ.μ., Σάβ. Κυρ. 6.15 μ.μ. Τετ. 6.15 μ.μ. (485, 1141, 1005, 1168)
listing-entry: ΕΜΠΟΡΑΚΙ (Αιγάλεω): Ο τελευταίος άνθρωπος (128, 1707, 349, 1720)
listing-entry: ΑΜΑΛΙΑ (Καλλιρόης): Η οικη της χούντας (128, 341, 320, 354)
listing-entry: ΑΛΕΞΑΝΔΡΑ (Λόφος Άλσου): Ενας κοντός θα μας σώσει Κ (470, 178, 745, 190)
listing-entry: ΛΥΡΑ (Πέραμα): Μπαν Ζαλινερ ο σίφουνας τού Κούγκ Κονγκ (1105, 610, 1387, 623)
listing-entry: ΣΠΟΡΤΙΓΚ (Ν. Σμύρνη): Η βίκη της χούντας (128, 1854, 332, 1867)
listing-entry: ΚΕΡΑΜΕΙΚΟΣ (Κεραμεικός): Δύο έργα (128, 1774, 307, 1787)
listing-entry: ΕΤΟΥΑΛ (Καλλιθέα): Η μεγάλη απόδραση των 11 (128, 700, 357, 713)
listing-entry: ΚΑΛΛΥΤΑ (Πατησίων 240, τηλ. 8675.588): «Η κραυγή του δράκου» Καμπάνη Μακρίδη Ιακωβίδη τηλ. 9.37 μ.μ., απογ Σάβ., 6.30 μ.μ. (1025, 1144, 1555, 1171)
cinema-list (470, 374, 800, 720)
listing-entry: ΜΙΝΩΑ (Πατησίων 91 στάση ΟΙΕ, τηλ. 8214.461): «Γόλ ότι είπατε» Μ. Δημητροπούλου, Ν. Ιφανδιδού, Λ. Διάκου, Ν. Ιζουσας, Αθ. Ιωατσίδη, Γ. Κιρκούλης, Γ. Βαλτινός, Δημόλα, «Σε σπαρδόπανε». Καθημερινά εκτός Δευτ. 9 μ.μ., Τετ. Σάβ. Κυρ. 6.30 μ.μ. (1025, 1355, 1555, 1397)
listing-entry: ΑΚΑΔΗΜΟΣ (Ακαδημίας και Ιπποκράτους 17—19, τηλ. 3625 119): Το φόνου — Βασιλειάδη «Ζητείται νέα με προίκα». Θίασος Μ. Καραγιάννη, Β. Καταφάμη, Ας. Φιλιππίδη, Νι. Καλογερά. Καθημερινά εκτός Δευτ. Τρ. 9.30 μ.μ., Τετ., Σάβ. 6.30 μ.μ. Παιδική Σκηνή: «Ενα κατέλο γιομάτο παραμύθια» Κυρ. 11 π.μ., 3 μ.μ. Παρ. «Η Αλίκη στη χώρα των θαυμάτων» Σάββατο 3 μ.μ. (485, 976, 1005, 1033)
listing-entry: ΑΝΔΟΡΑ (Τέρμ. Σταυρός): Ελα ν' αγαπηθούμε (128, 381, 343, 394)
listing-entry: ΑΝΕΣΙΣ (Σαλαμίς): Η νόνα Κ (1105, 583, 1239, 596)
listing-entry: ΕΡΜΗΣ (Οδ. Βουλιαγμένης): Οι ανένταγτ (128, 687, 319, 700)
listing-entry: ΣΕΛΕΚΤ (Πατησίων): Εξαλιμπερ (128, 1312, 280, 1325)
listing-entry: ΛΟΥΞ (Π. Ράλλη): Ο τοξότης Α (128, 900, 271, 913)
listing-entry: ΑΤΤΙΚΟΝ (Νίκαια): Η μεγάλη απόδραση των 11 (128, 1614, 348, 1627)
listing-entry: ΑΠΟΘΗΚΗ (Σαρρή 40, Σταθμός Ηλεκτρικού Θησείο, τηλ. 3253 153): «Ο Τρέλλος» σατ. κοινωνική κωμωδία. Άλ. Γεωργουλή, Εύα Κοταμανίδου, Τετ. Σάβ. Κυρ. 6.30 μ.μ. 9.30 μ.μ. Πέμ. Παρ. 9.30 μ.μ. «Συνουσία — Μουσικές Τρίτες» κάθε Τρ. 9.30 μ.μ. (485, 1246, 1005, 1288)
listing-entry: ΘΕΑΤΡΟ Κ. ΠΡΕΚΑ (Φιλολάου 176, τηλ. 7518 008): Πλ. Μουστάκη «Αγίουζ μουσικές δράμα» Βραδινές καθημερινά εκτός Δευτ. Σάβ. Κυρ. Παιδική Σκηνή: Καραγκιόζης από Μ. Αθηναίο, Κυρ. 11 π.μ. (1025, 947, 1555, 974)
listing-entry: ΦΡΥΝΗ (Ίλιον): Ο εισβολέας Α (128, 1880, 271, 1893)
listing-entry: ΑΒΑ (Καλλιπ.): Η εκστρατεία του κάκκινου άγρα (1105, 360, 1326, 373)
listing-entry: ΛΙΝΑ (Δημητσάνας): Εφηβοτε τηλικό: φραιστήρια τού πόθου (128, 886, 407, 899)
listing-entry: ΜΑΡΓΑΡΙΤΑ (Λεωφ. Σεπ.): Εξαλιμπερ (128, 913, 304, 926)
section-heading: ΣΥΝΟΙΚΙΑΚΟΙ (253, 1900, 333, 1912)
listing-entry: ΑΠΟΛΛΩΝ (Αμαρούσι): Δύο τρελοί τρελοί αριαοπαστολοί (470, 467, 735, 480)
listing-entry: ΧΑΡΑ (Τ. Πατησίων): Αγαπητό ζελλά (128, 1418, 297, 1431)
